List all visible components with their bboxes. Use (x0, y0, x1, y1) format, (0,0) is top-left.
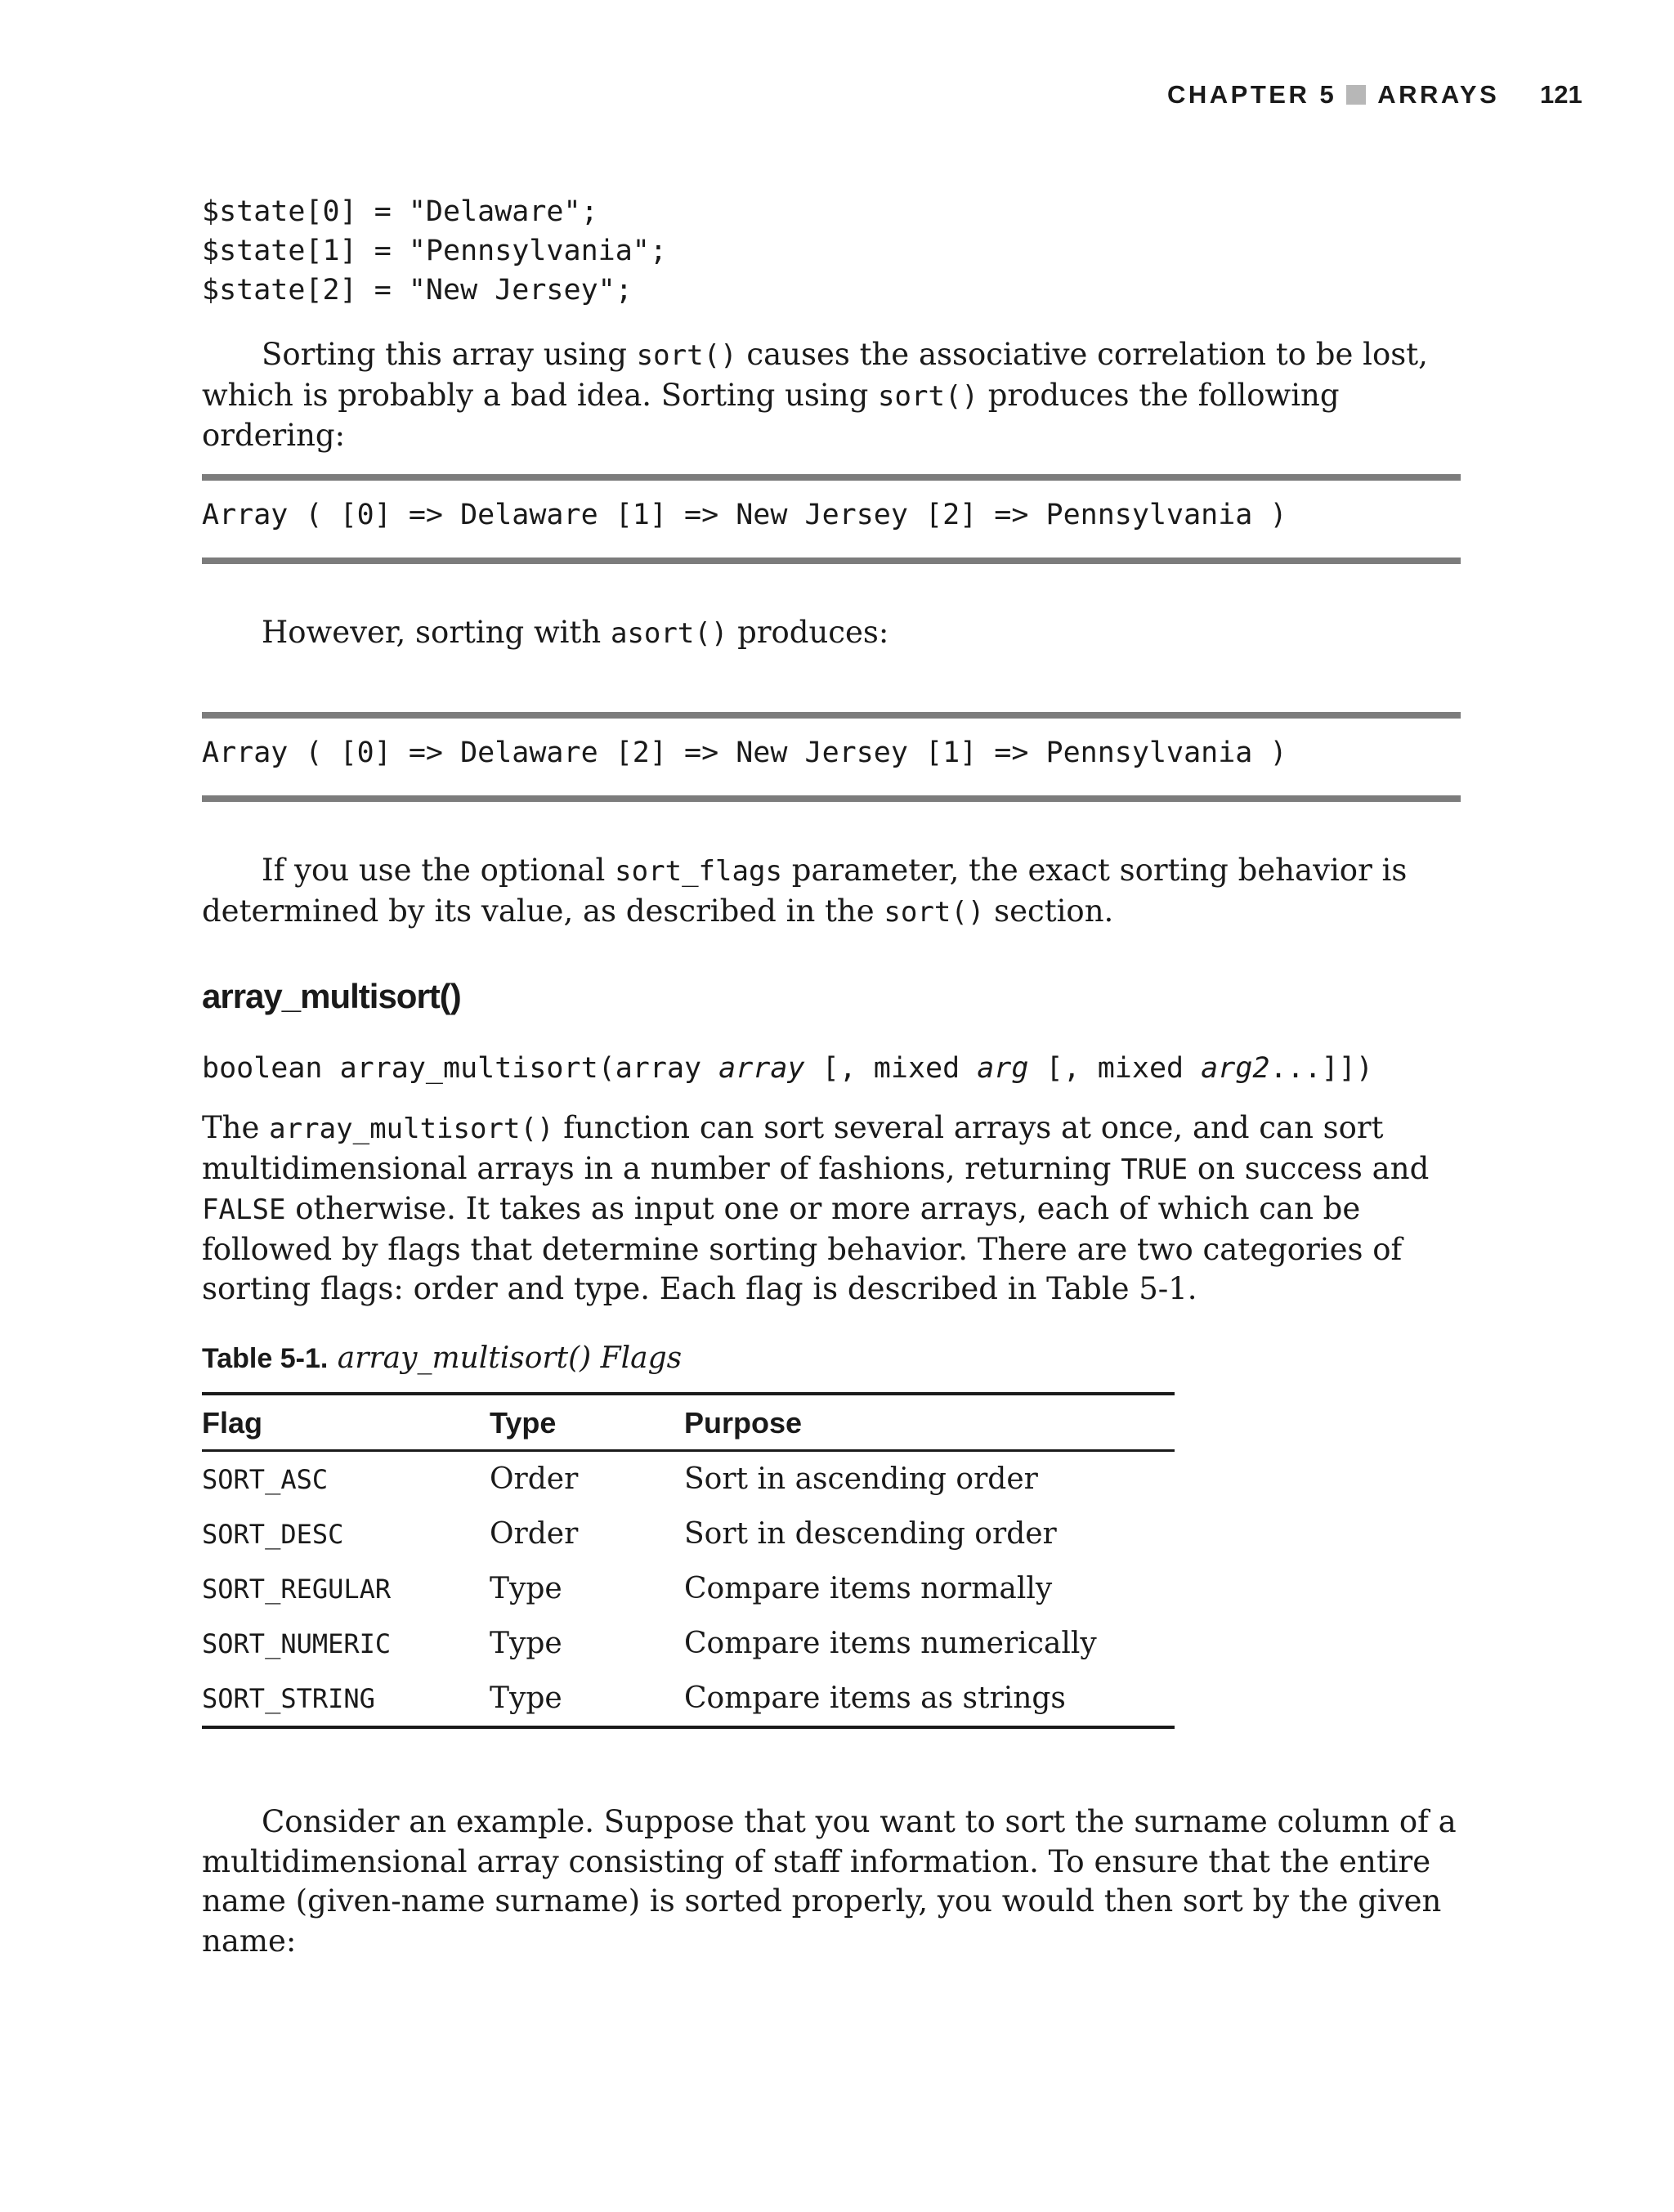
table-title: array_multisort() Flags (337, 1341, 683, 1375)
type-cell: Order (490, 1462, 579, 1496)
function-signature: boolean array_multisort(array array [, mixed arg [, mixed arg2...]]) (202, 1052, 1373, 1085)
output-line: Array ( [0] => Delaware [2] => New Jersey [1] => Pennsylvania ) (202, 737, 1287, 769)
type-cell: Type (490, 1627, 562, 1660)
paragraph: The array_multisort() function can sort several arrays at once, and can sort multidimensional arrays in a number of fashions, returning TRUE on success and FALSE otherwise. It takes as input one or more arrays, each of which can be followed by flags that determine sorting behavior. There are two categories of sorting flags: order and type. Each flag is described in Table 5-1. (202, 1110, 1430, 1306)
code-line: $state[1] = "Pennsylvania"; (202, 235, 667, 267)
purpose-cell: Compare items numerically (684, 1627, 1097, 1660)
table-row (202, 1507, 1175, 1561)
column-header-flag: Flag (202, 1394, 490, 1451)
column-header-purpose: Purpose (684, 1394, 1175, 1451)
paragraph: If you use the optional sort_flags parameter, the exact sorting behavior is determined by its value, as described in the sort() section. (202, 853, 1408, 929)
purpose-cell: Compare items normally (684, 1572, 1053, 1605)
table-header-row (202, 1394, 1175, 1451)
flag-cell: SORT_ASC (202, 1463, 329, 1495)
flags-table (202, 1392, 1175, 1729)
code-line: $state[2] = "New Jersey"; (202, 274, 633, 307)
table-row (202, 1616, 1175, 1671)
column-header-type: Type (490, 1394, 684, 1451)
running-header (0, 80, 1674, 113)
section-label: ARRAYS (1377, 80, 1500, 109)
chapter-title (1167, 80, 1499, 110)
paragraph: Consider an example. Suppose that you want to sort the surname column of a multidimensional array consisting of staff information. To ensure that the entire name (given-name surname) is sorted properly, you would then sort by the given name: (202, 1804, 1457, 1959)
code-line: $state[0] = "Delaware"; (202, 195, 598, 228)
header-square-icon (1346, 85, 1366, 105)
table-label: Table 5-1. (202, 1343, 329, 1374)
chapter-label: CHAPTER 5 (1167, 80, 1337, 109)
page-number: 121 (1540, 80, 1582, 109)
purpose-cell: Sort in descending order (684, 1517, 1057, 1551)
flag-cell: SORT_NUMERIC (202, 1628, 392, 1659)
section-heading: array_multisort() (202, 977, 461, 1015)
flag-cell: SORT_DESC (202, 1518, 344, 1550)
paragraph: Sorting this array using sort() causes the associative correlation to be lost, which is probably a bad idea. Sorting using sort() produces the following ordering: (202, 337, 1428, 453)
flag-cell: SORT_STRING (202, 1671, 490, 1727)
output-top-rule (202, 474, 1461, 481)
type-cell: Type (490, 1572, 562, 1605)
purpose-cell: Compare items as strings (684, 1671, 1175, 1727)
paragraph: However, sorting with asort() produces: (262, 615, 889, 650)
flag-cell: SORT_REGULAR (202, 1573, 392, 1605)
type-cell: Type (490, 1671, 684, 1727)
output-bottom-rule (202, 795, 1461, 802)
table-caption (202, 1341, 682, 1375)
type-cell: Order (490, 1517, 579, 1551)
table-row (202, 1671, 1175, 1727)
table-row (202, 1451, 1175, 1507)
output-line: Array ( [0] => Delaware [1] => New Jersey [2] => Pennsylvania ) (202, 499, 1287, 531)
purpose-cell: Sort in ascending order (684, 1462, 1038, 1496)
output-top-rule (202, 712, 1461, 719)
table-row (202, 1561, 1175, 1616)
output-bottom-rule (202, 557, 1461, 564)
